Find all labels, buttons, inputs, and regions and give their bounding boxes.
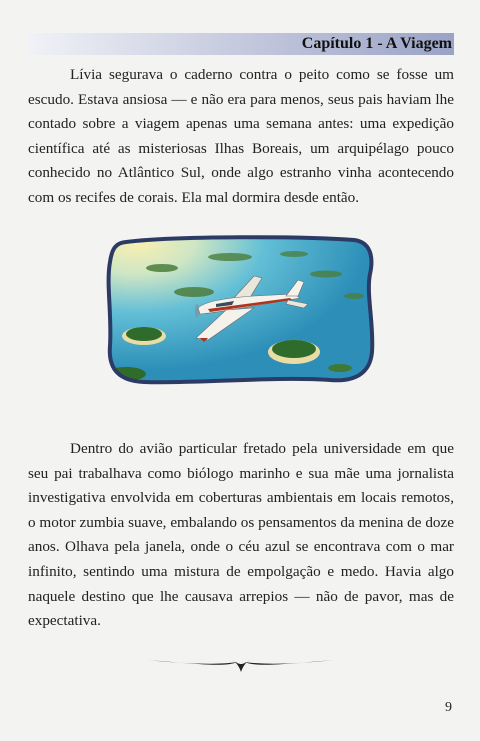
island-shape: [328, 364, 352, 372]
island-shape: [126, 327, 162, 341]
chapter-header: [28, 33, 454, 55]
island-shape: [272, 340, 316, 358]
island-shape: [280, 251, 308, 257]
island-shape: [146, 264, 178, 272]
island-shape: [344, 293, 364, 299]
body-paragraph-2: Dentro do avião particular fretado pela universidade em que seu pai trabalhava como biólogo marinho e sua mãe uma jornalista investigativa envolvida em coberturas ambientais em locais remotos, o motor zumbia suave, embalando os pensamentos da menina de doze anos. Olhava pela janela, onde o céu azul se encontrava com o mar infinito, sentindo uma mistura de empolgação e medo. Havia algo naquele destino que lhe causava arrepios — não de pavor, mas de expectativa.: [28, 440, 454, 630]
plane-over-islands-illustration: [104, 234, 376, 386]
island-shape: [208, 253, 252, 261]
chapter-title: Capítulo 1 - A Viagem: [301, 35, 452, 52]
island-shape: [174, 287, 214, 297]
body-paragraph-1: Lívia segurava o caderno contra o peito como se fosse um escudo. Estava ansiosa — e não era para menos, seus pais haviam lhe contado sobre a viagem apenas uma semana antes: uma expedição científica até as misteriosas Ilhas Boreais, um arquipélago pouco conhecido no Atlântico Sul, onde algo estranho vinha acontecendo com os recifes de corais. Ela mal dormira desde então.: [28, 66, 454, 206]
island-shape: [310, 271, 342, 278]
ornament-divider-icon: [146, 654, 336, 676]
page-number: 9: [445, 700, 452, 715]
